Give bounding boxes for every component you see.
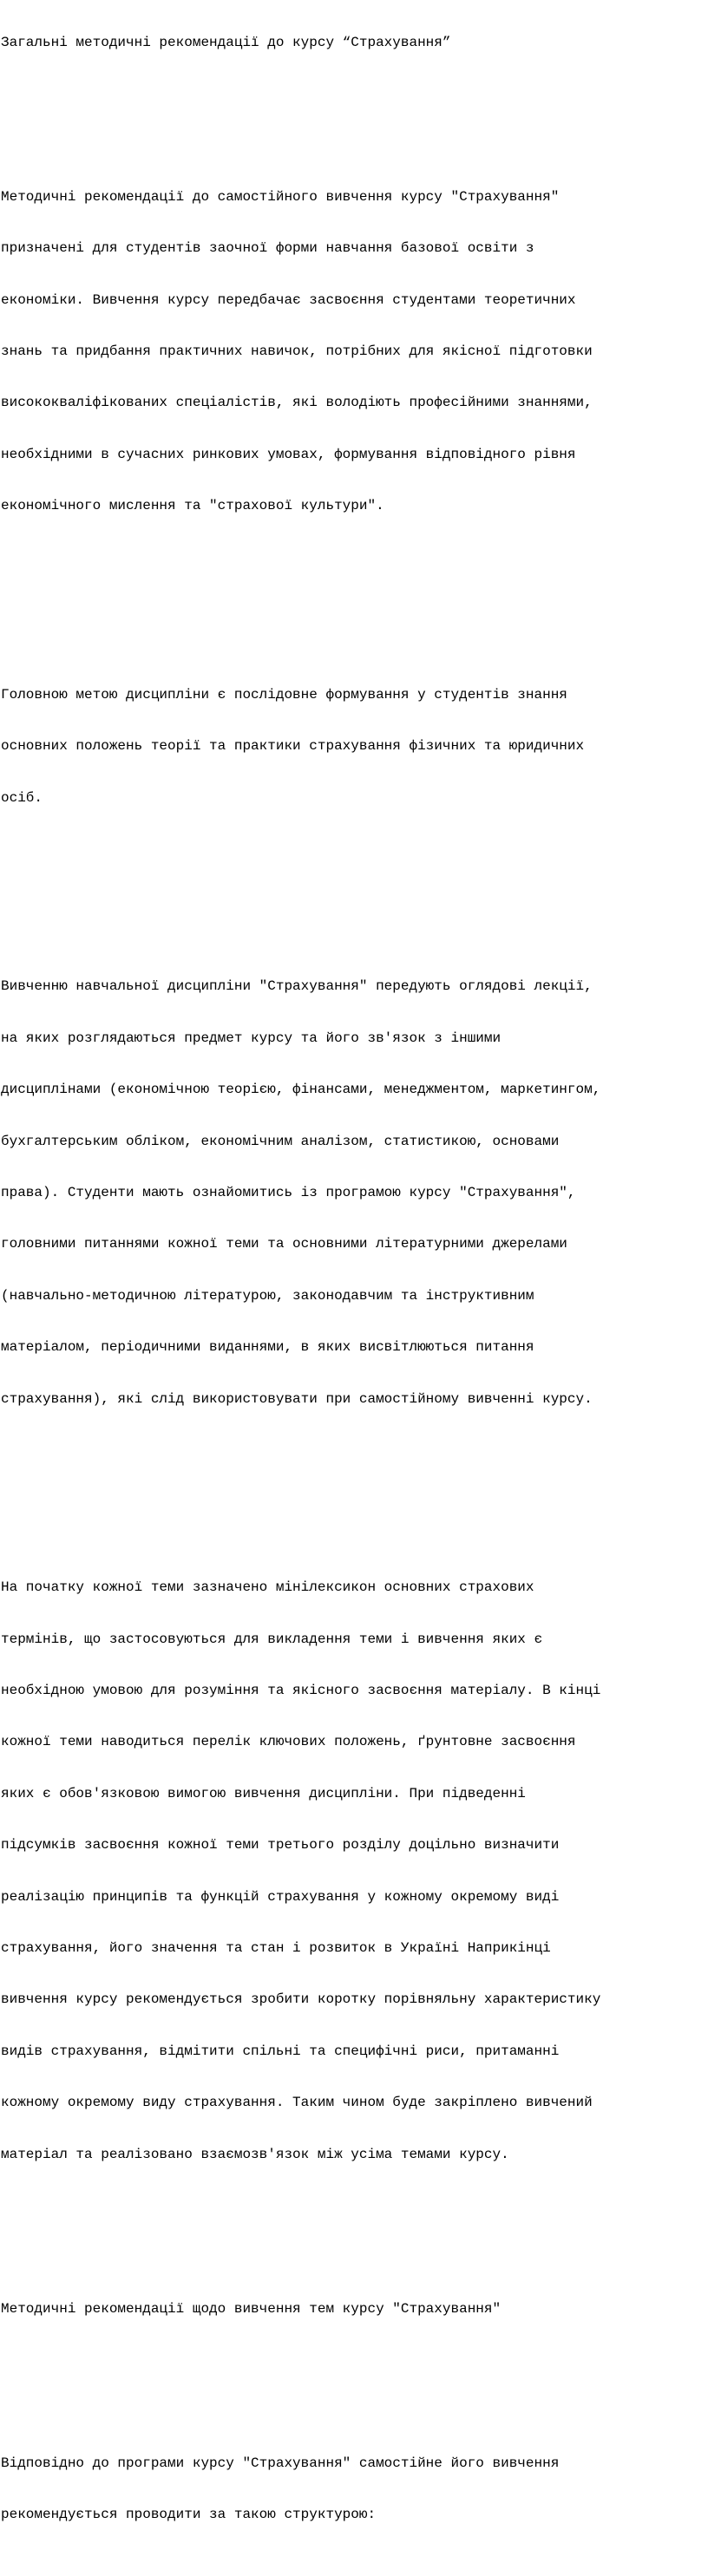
blank-line (1, 876, 708, 893)
paragraph-goal (1, 652, 708, 841)
blank-line (1, 584, 708, 601)
paragraph-topics (1, 1546, 708, 2198)
text-line: призначені для студентів заочної форми навчання базової освіти з (1, 240, 534, 257)
text-line: підсумків засвоєння кожної теми третього розділу доцільно визначити (1, 1837, 560, 1854)
text-line: матеріалом, періодичними виданнями, в яких висвітлюються питання (1, 1339, 534, 1356)
text-line: Методичні рекомендації до самостійного вивчення курсу "Страхування" (1, 188, 560, 205)
text-line: Вивченню навчальної дисципліни "Страхування" передують оглядові лекції, (1, 978, 593, 995)
text-line: яких є обов'язковою вимогою вивчення дисципліни. При підведенні (1, 1785, 526, 1801)
text-line: бухгалтерським обліком, економічним аналізом, статистикою, основами (1, 1133, 560, 1149)
text-line: страхування, його значення та стан і розвиток в Україні Наприкінці (1, 1940, 551, 1957)
text-line: кожному окремому виду страхування. Таким чином буде закріплено вивчений (1, 2095, 593, 2111)
text-line: економічного мислення та "страхової культури". (1, 498, 384, 514)
text-line: висококваліфікованих спеціалістів, які володіють професійними знаннями, (1, 395, 593, 411)
paragraph-intro (1, 154, 708, 549)
blank-line (1, 2352, 708, 2370)
paragraph-structure (1, 2421, 708, 2558)
blank-line (1, 2233, 708, 2250)
text-line: страхування), які слід використовувати при самостійному вивченні курсу. (1, 1390, 593, 1407)
text-line: на яких розглядаються предмет курсу та його зв'язок з іншими (1, 1030, 502, 1046)
text-line: вивчення курсу рекомендується зробити коротку порівняльну характеристику (1, 1991, 601, 2008)
paragraph-lectures (1, 945, 708, 1442)
text-line: основних положень теорії та практики страхування фізичних та юридичних (1, 738, 585, 755)
text-line: кожної теми наводиться перелік ключових положень, ґрунтовне засвоєння (1, 1734, 576, 1750)
text-line: осіб. (1, 789, 43, 806)
text-line: знань та придбання практичних навичок, потрібних для якісної підготовки (1, 343, 593, 359)
section-subtitle: Методичні рекомендації щодо вивчення тем курсу "Страхування" (1, 2300, 502, 2317)
text-line: матеріал та реалізовано взаємозв'язок між усіма темами курсу. (1, 2146, 509, 2162)
text-line: видів страхування, відмітити спільні та специфічні риси, притаманні (1, 2043, 560, 2059)
text-line: На початку кожної теми зазначено мінілексикон основних страхових (1, 1579, 534, 1596)
document-title: Загальні методичні рекомендації до курсу “Страхування” (1, 34, 451, 50)
text-line: (навчально-методичною літературою, законодавчим та інструктивним (1, 1287, 534, 1304)
text-line: термінів, що застосовуються для викладення теми і вивчення яких є (1, 1631, 543, 1647)
text-line: головними питаннями кожної теми та основними літературними джерелами (1, 1236, 567, 1252)
text-line: реалізацію принципів та функцій страхування у кожному окремому виді (1, 1888, 560, 1905)
blank-line (1, 1477, 708, 1494)
blank-line (1, 86, 708, 103)
text-line: Відповідно до програми курсу "Страхування" самостійне його вивчення (1, 2455, 560, 2471)
text-line: рекомендується проводити за такою структурою: (1, 2507, 377, 2523)
text-line: необхідною умовою для розуміння та якісного засвоєння матеріалу. В кінці (1, 1683, 601, 1699)
text-line: необхідними в сучасних ринкових умовах, формування відповідного рівня (1, 446, 576, 462)
text-line: дисциплінами (економічною теорією, фінансами, менеджментом, маркетингом, (1, 1082, 601, 1098)
text-line: економіки. Вивчення курсу передбачає засвоєння студентами теоретичних (1, 291, 576, 308)
text-line: права). Студенти мають ознайомитись із програмою курсу "Страхування", (1, 1184, 576, 1200)
text-line: Головною метою дисципліни є послідовне формування у студентів знання (1, 686, 567, 703)
